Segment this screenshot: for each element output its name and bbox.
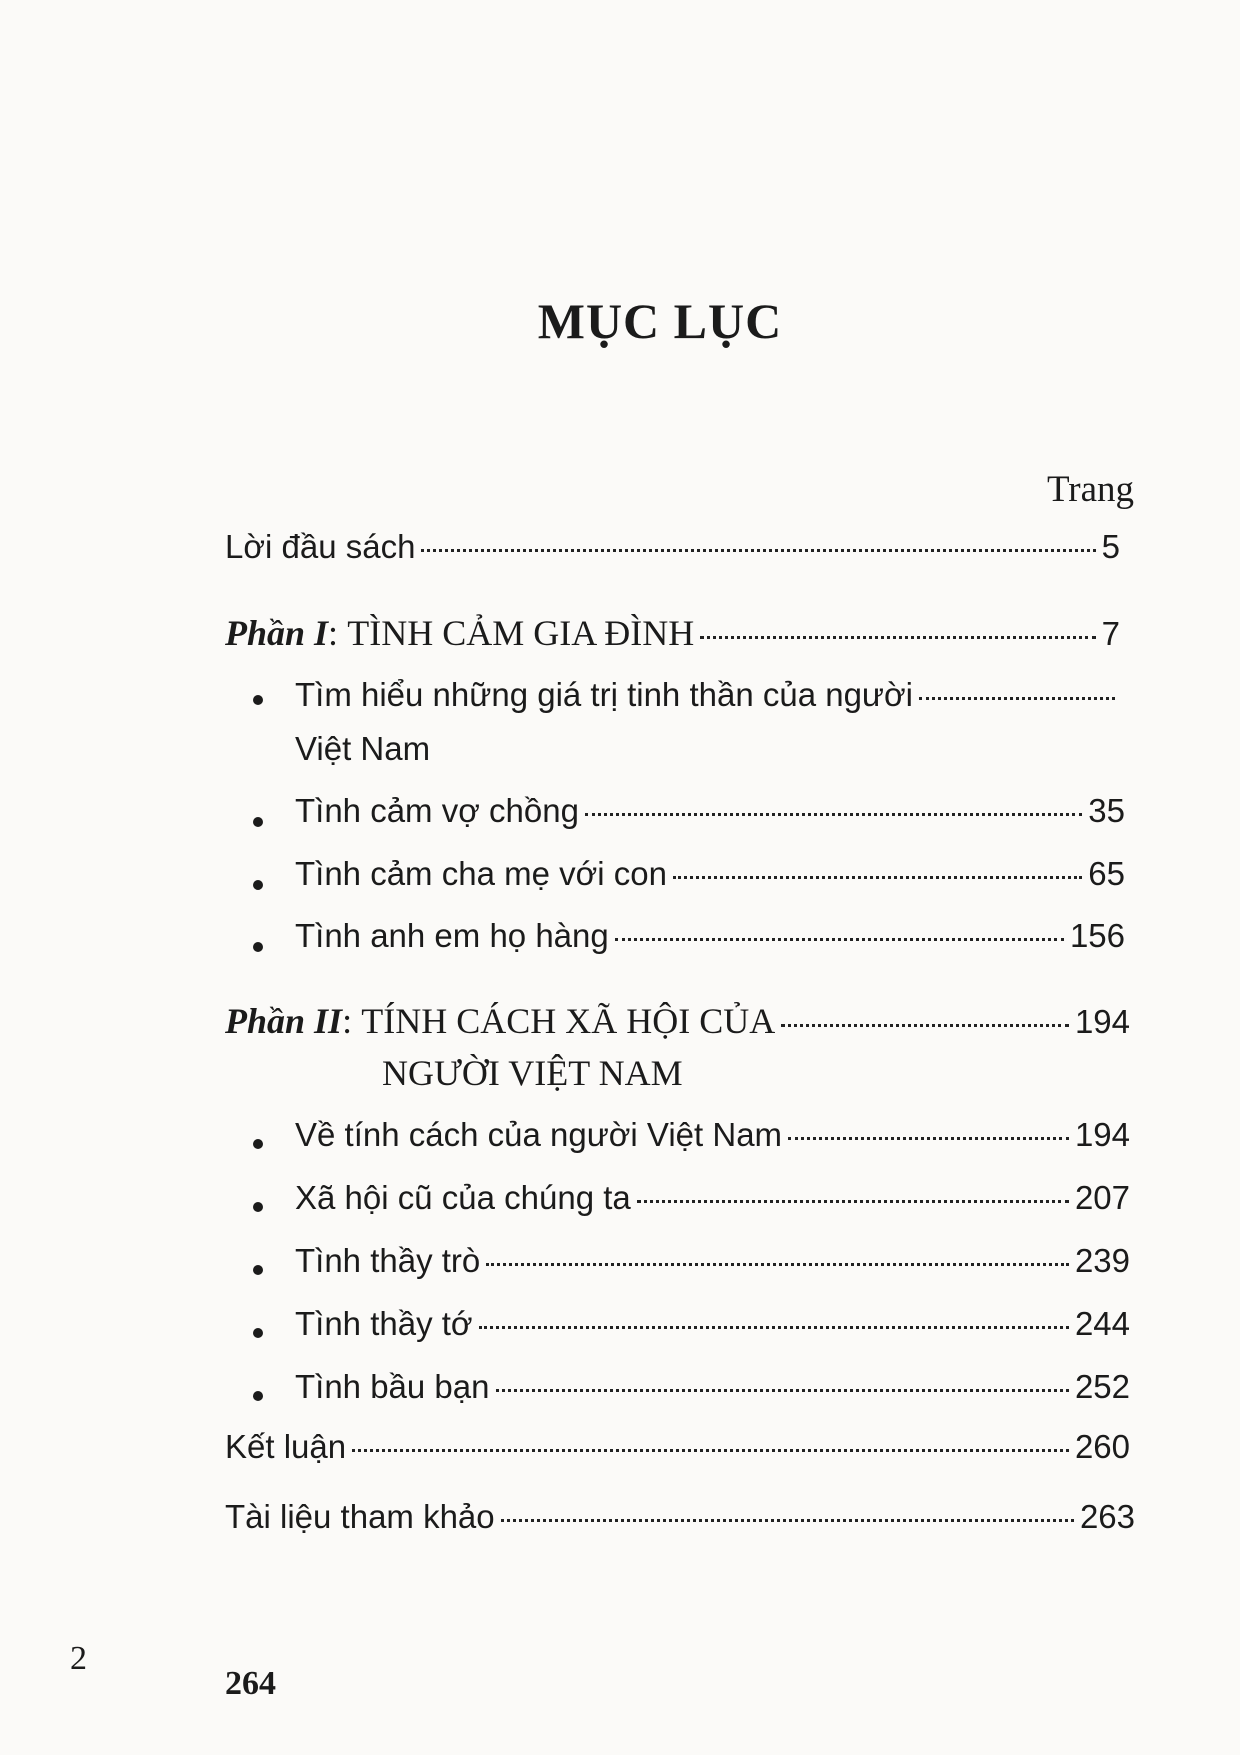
bullet-icon xyxy=(253,880,263,890)
dot-leader xyxy=(486,1263,1069,1266)
toc-entry-xa-hoi-cu[interactable] xyxy=(295,1179,1130,1217)
toc-entry-page: 194 xyxy=(1074,1003,1130,1040)
dot-leader xyxy=(479,1326,1069,1329)
toc-entry-label: Tình cảm cha mẹ với con xyxy=(295,855,667,892)
toc-entry-tinh-cam-vo-chong[interactable] xyxy=(295,792,1125,830)
toc-entry-label: Lời đầu sách xyxy=(225,528,416,565)
dot-leader xyxy=(501,1519,1074,1522)
toc-entry-ve-tinh-cach[interactable] xyxy=(295,1116,1130,1154)
bullet-icon xyxy=(253,1328,263,1338)
dot-leader xyxy=(781,1024,1069,1027)
toc-entry-page: 7 xyxy=(1101,615,1120,652)
dot-leader xyxy=(615,938,1064,941)
toc-entry-page: 207 xyxy=(1074,1179,1130,1216)
part-number: Phần II xyxy=(225,1001,343,1041)
toc-entry-label: Tình cảm vợ chồng xyxy=(295,792,579,829)
toc-entry-page: 35 xyxy=(1088,792,1125,829)
bullet-icon xyxy=(253,942,263,952)
toc-entry-page: 65 xyxy=(1088,855,1125,892)
toc-entry-tinh-bau-ban[interactable] xyxy=(295,1368,1130,1406)
bullet-icon xyxy=(253,1202,263,1212)
dot-leader xyxy=(637,1200,1069,1203)
page-column-header: Trang xyxy=(1046,469,1134,510)
dot-leader xyxy=(673,876,1082,879)
part-separator: : xyxy=(328,613,339,653)
page-title: MỤC LỤC xyxy=(537,293,783,349)
dot-leader xyxy=(352,1449,1069,1452)
toc-entry-label: Tình anh em họ hàng xyxy=(295,917,609,954)
part-title: TÌNH CẢM GIA ĐÌNH xyxy=(347,613,695,653)
dot-leader xyxy=(421,549,1095,552)
toc-entry-ket-luan[interactable] xyxy=(225,1428,1130,1466)
toc-entry-page: 252 xyxy=(1074,1368,1130,1405)
bullet-icon xyxy=(253,1139,263,1149)
bullet-icon xyxy=(253,1265,263,1275)
toc-entry-label: Tình thầy tớ xyxy=(295,1305,473,1342)
toc-entry-page: 263 xyxy=(1079,1498,1135,1535)
dot-leader xyxy=(700,636,1095,639)
dot-leader xyxy=(919,697,1115,700)
toc-entry-page: 194 xyxy=(1074,1116,1130,1153)
toc-entry-label: Tình bầu bạn xyxy=(295,1368,490,1405)
dot-leader xyxy=(585,813,1082,816)
toc-entry-tinh-cam-cha-me[interactable] xyxy=(295,855,1125,893)
toc-entry-tinh-thay-tro[interactable] xyxy=(295,1242,1130,1280)
dot-leader xyxy=(496,1389,1069,1392)
toc-entry-label: Tài liệu tham khảo xyxy=(225,1498,495,1535)
toc-entry-phan-1[interactable] xyxy=(225,612,1120,654)
part-title: TÍNH CÁCH XÃ HỘI CỦA xyxy=(361,1001,776,1041)
toc-entry-tinh-anh-em[interactable] xyxy=(295,917,1125,955)
toc-entry-page: 244 xyxy=(1074,1305,1130,1342)
dot-leader xyxy=(788,1137,1069,1140)
part-separator: : xyxy=(342,1001,353,1041)
page-number: 264 xyxy=(225,1665,276,1702)
part-title-continuation: NGƯỜI VIỆT NAM xyxy=(382,1053,683,1093)
toc-entry-label: Tình thầy trò xyxy=(295,1242,481,1279)
toc-entry-gia-tri-tinh-than[interactable] xyxy=(295,676,1115,714)
bullet-icon xyxy=(253,695,263,705)
toc-entry-label: Xã hội cũ của chúng ta xyxy=(295,1179,631,1216)
toc-entry-page: 156 xyxy=(1069,917,1125,954)
toc-entry-phan-2[interactable] xyxy=(225,1000,1130,1042)
toc-entry-page: 239 xyxy=(1074,1242,1130,1279)
toc-entry-label: Về tính cách của người Việt Nam xyxy=(295,1116,783,1153)
toc-entry-label: Kết luận xyxy=(225,1428,347,1465)
toc-entry-page: 260 xyxy=(1074,1428,1130,1465)
toc-entry-tinh-thay-to[interactable] xyxy=(295,1305,1130,1343)
toc-entry-page: 5 xyxy=(1101,528,1120,565)
toc-entry-continuation: Việt Nam xyxy=(295,730,431,767)
toc-entry-loi-dau-sach[interactable] xyxy=(225,528,1120,566)
margin-mark: 2 xyxy=(70,1640,87,1677)
toc-entry-tai-lieu[interactable] xyxy=(225,1498,1135,1536)
bullet-icon xyxy=(253,1391,263,1401)
part-number: Phần I xyxy=(225,613,329,653)
toc-entry-label: Tìm hiểu những giá trị tinh thần của người xyxy=(295,676,913,713)
bullet-icon xyxy=(253,817,263,827)
